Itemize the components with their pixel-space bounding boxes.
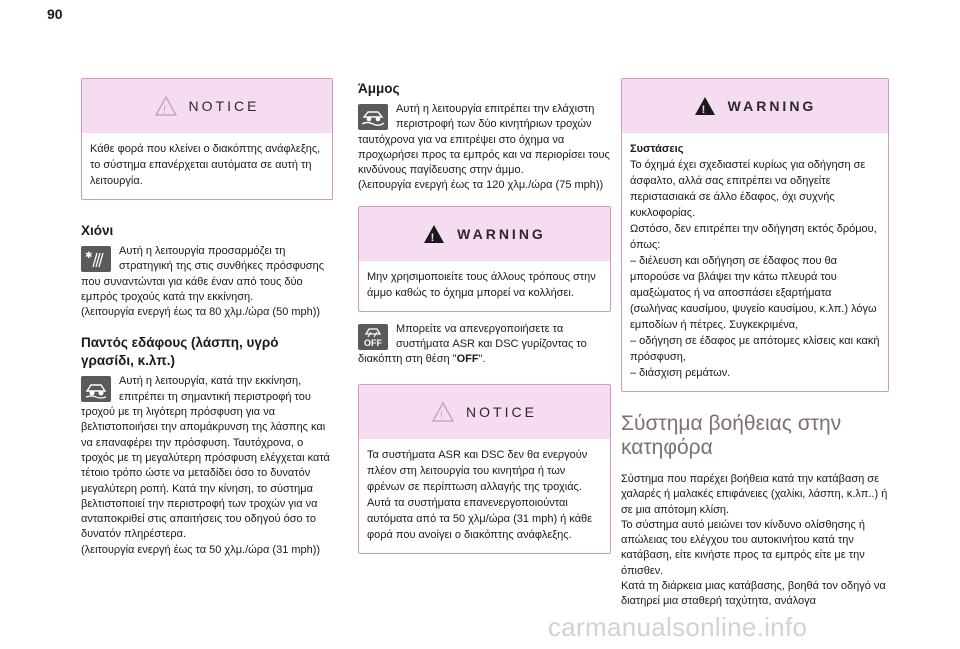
warning-box-2: [621, 78, 889, 392]
sand-text: Αυτή η λειτουργία επιτρέπει την ελάχιστη περιστροφή των δύο κινητήριων τροχών ταυτόχρονα για να επιτρέψει στο όχημα να προχωρήσει προς τα εμπρός και να περιορίσει τους κινδύνους παγίδευσης στην άμμο.: [358, 103, 610, 177]
notice-body-2: [359, 439, 610, 553]
section-p2: Το σύστημα αυτό μειώνει τον κίνδυνο ολίσθησης ή απώλειας του ελέγχου του αυτοκινήτου κατά την κατάβαση, είτε κινήστε προς τα εμπρός είτε με την όπισθεν.: [621, 518, 865, 577]
svg-text:!: !: [430, 231, 438, 244]
svg-text:✱: ✱: [85, 251, 93, 261]
warning-title-2: WARNING: [727, 98, 817, 114]
section-heading: Σύστημα βοήθειας στην κατηφόρα: [621, 412, 842, 459]
notice-box: [81, 78, 333, 200]
recommendations-p1: Το όχημά έχει σχεδιαστεί κυρίως για οδήγηση σε άσφαλτο, αλλά σας επιτρέπει να οδηγείτε περιστασιακά σε άλλο έδαφος, όχι συχνής κυκλοφορίας.: [630, 159, 866, 219]
sand-entry: [358, 102, 611, 194]
warning-text: Μην χρησιμοποιείτε τους άλλους τρόπους στην άμμο καθώς το όχημα μπορεί να κολλήσει.: [367, 270, 596, 299]
mud-mode-icon: [81, 376, 111, 402]
warning-triangle-icon: [155, 96, 177, 116]
off-mode-icon: [358, 324, 388, 350]
off-text-pre: Μπορείτε να απενεργοποιήσετε τα συστήματα ASR και DSC γυρίζοντας το διακόπτη στη θέση ": [358, 322, 587, 366]
list-item: – διέλευση και οδήγηση σε έδαφος που θα μπορούσε να βλάψει την κάτω πλευρά του αμαξώματος ή να αποσπάσει εξαρτήματα (σωλήνας καυσίμου, ψυγείο καυσίμου, κ.λπ.) λόγω εμποδίων ή πέτρες. Συγκεκριμένα,: [630, 255, 877, 331]
notice-box-2: [358, 384, 611, 554]
section-p3: Κατά τη διάρκεια μιας κατάβασης, βοηθά τον οδηγό να διατηρεί μια σταθερή ταχύτητα, ανάλογα: [621, 580, 886, 608]
warning-box: [358, 206, 611, 312]
off-text-bold: OFF: [456, 353, 479, 366]
warning-header: [359, 207, 610, 261]
notice-title-2: NOTICE: [466, 403, 537, 420]
list-item: – διάσχιση ρεμάτων.: [630, 367, 731, 379]
section-body: [621, 472, 889, 610]
sand-note: (λειτουργία ενεργή έως τα 120 χλμ./ώρα (75 mph)): [358, 179, 604, 192]
off-icon-label: OFF: [364, 337, 382, 348]
offroad-text: Αυτή η λειτουργία, κατά την εκκίνηση, επιτρέπει τη σημαντική περιστροφή του τροχού με τη λιγότερη πρόσφυση για να βελτιστοποιήσει την απομάκρυνση της λάσπης και να επαναφέρει την πρόσφυση. Ταυτόχρονα, ο τροχός με τη μεγαλύτερη πρόσφυση ελέγχεται κατά τέτοιο τρόπο ώστε να μεταδίδει όσο το δυνατόν μεγαλύτερη ροπή. Κατά την κίνηση, το σύστημα βελτιστοποιεί την περιστροφή των τροχών για να ανταποκριθεί στις απαιτήσεις του οδηγού όσο το δυνατόν πληρέστερα.: [81, 375, 330, 541]
snow-heading: Χιόνι: [81, 223, 114, 238]
snow-text: Αυτή η λειτουργία προσαρμόζει τη στρατηγική της στις συνθήκες πρόσφυσης που συναντώνται για κάθε έναν από τους δύο εμπρός τροχούς κατά την εκκίνηση.: [81, 245, 324, 303]
snow-entry: [81, 244, 333, 320]
notice-text: Κάθε φορά που κλείνει ο διακόπτης ανάφλεξης, το σύστημα επανέρχεται αυτόματα σε αυτή τη λειτουργία.: [90, 143, 321, 187]
notice-text-2b: Αυτά τα συστήματα επανενεργοποιούνται αυτόματα από τα 50 χλμ/ώρα (31 mph) ή κάθε φορά που ανοίγει ο διακόπτης ανάφλεξης.: [367, 496, 593, 541]
recommendations-title: Συστάσεις: [630, 143, 684, 155]
watermark: carmanualsonline.info: [548, 612, 808, 642]
snow-note: (λειτουργία ενεργή έως τα 80 χλμ./ώρα (50 mph)): [81, 306, 321, 319]
offroad-note: (λειτουργία ενεργή έως τα 50 χλμ./ώρα (31 mph)): [81, 543, 321, 556]
notice-title: NOTICE: [188, 98, 260, 114]
warning-title: WARNING: [457, 225, 546, 242]
off-text: [358, 322, 611, 368]
warning-triangle-icon: [694, 96, 716, 116]
column-1: [81, 70, 333, 558]
warning-triangle-icon: [423, 224, 445, 244]
notice-header: [82, 79, 332, 133]
offroad-entry: [81, 374, 333, 558]
section-p1: Σύστημα που παρέχει βοήθεια κατά την κατάβαση σε χαλαρές ή μαλακές επιφάνειες (χαλίκι, λάσπη, κ.λπ..) ή σε μια απότομη κλίση.: [621, 473, 888, 516]
warning-triangle-icon: [432, 402, 454, 422]
warning-body-2: [622, 133, 888, 391]
sand-mode-icon: [358, 104, 388, 130]
list-item: – οδήγηση σε έδαφος με απότομες κλίσεις και κακή πρόσφυση,: [630, 335, 880, 363]
warning-header-2: [622, 79, 888, 133]
column-3: [621, 70, 889, 610]
notice-text-2a: Τα συστήματα ASR και DSC δεν θα ενεργούν πλέον στη λειτουργία του κινητήρα ή των φρένων σε περίπτωση αλλαγής της τροχιάς.: [367, 448, 588, 493]
sand-heading: Άμμος: [358, 81, 400, 96]
svg-text:!: !: [440, 409, 447, 422]
column-2: [358, 70, 611, 554]
svg-text:!: !: [162, 104, 169, 116]
offroad-heading: Παντός εδάφους (λάσπη, υγρό γρασίδι, κ.λπ.): [81, 335, 279, 369]
snow-mode-icon: [81, 246, 111, 272]
page-number: 90: [47, 6, 63, 22]
notice-header-2: [359, 385, 610, 439]
recommendations-p2: Ωστόσο, δεν επιτρέπει την οδήγηση εκτός δρόμου, όπως:: [630, 223, 877, 251]
off-entry: [358, 322, 611, 368]
svg-text:!: !: [701, 104, 708, 116]
off-text-post: ".: [478, 353, 486, 366]
